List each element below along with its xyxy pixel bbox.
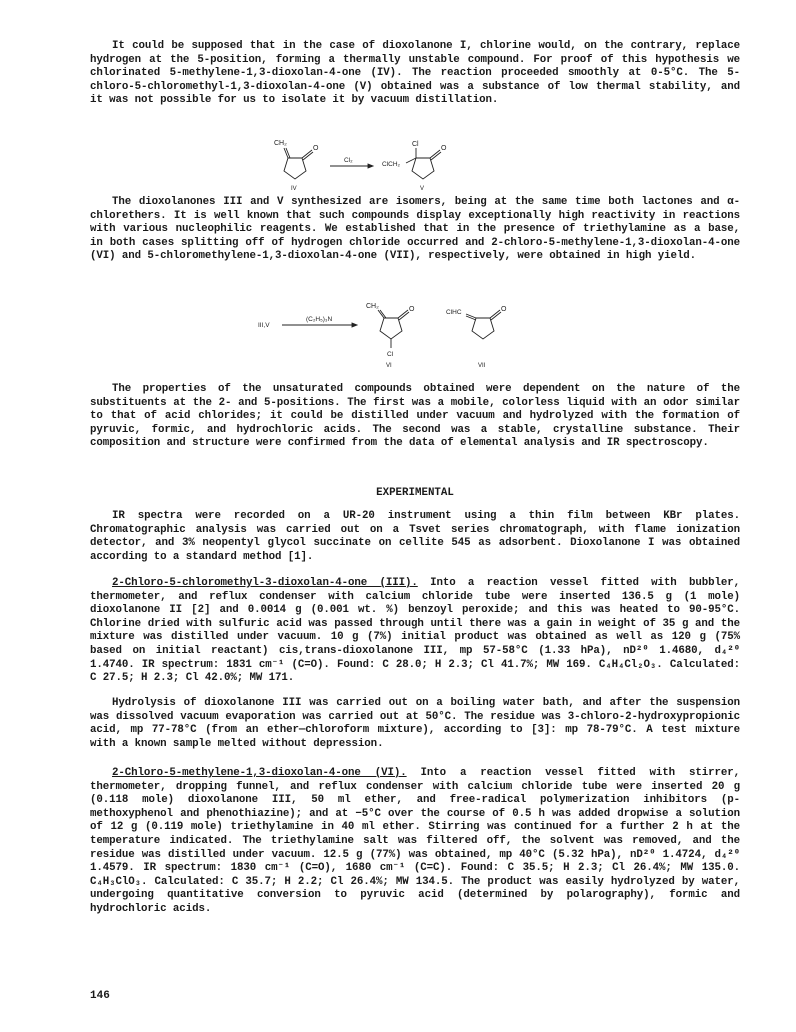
vi-label: VI bbox=[386, 363, 392, 369]
arrow bbox=[330, 164, 373, 168]
vi-chlorine: Cl bbox=[387, 351, 394, 358]
vii-substituent: ClHC bbox=[446, 309, 462, 316]
compound-iii-title: 2-Chloro-5-chloromethyl-3-dioxolan-4-one (III). bbox=[112, 577, 418, 589]
structure-vii bbox=[466, 310, 501, 339]
v-substituent: ClCH₂ bbox=[382, 161, 401, 168]
paragraph-compound-iii: 2-Chloro-5-chloromethyl-3-dioxolan-4-one (III). Into a reaction vessel fitted with bubbler, thermometer, and reflux condenser with calcium chloride tube were inserted 136.5 g (1 mole) dioxolanone II [2] and 0.0014 g (0.001 wt. %) benzoyl peroxide; and this was heated to 90-95°C. Chlorine dried with sulfuric acid was passed through until there was a gain in weight of 35 g and the mixture was distilled under vacuum. 10 g (7%) initial product was obtained as well as 120 g (75% based on initial reactant) cis,trans-dioxolanone III, mp 57-58°C (1.33 hPa), nD²⁰ 1.4680, d₄²⁰ 1.4740. IR spectrum: 1831 cm⁻¹ (C=O). Found: C 28.0; H 2.3; Cl 41.7%; MW 169. C₄H₄Cl₂O₃. Calculated: C 27.5; H 2.3; Cl 42.0%; MW 171. bbox=[90, 577, 741, 685]
reactants-label: III,V bbox=[258, 322, 270, 329]
paragraph-hydrolysis: Hydrolysis of dioxolanone III was carried out on a boiling water bath, and after the suspension was dissolved vacuum evaporation was carried out at 50°C. The residue was 3-chloro-2-hydroxypropionic acid, mp 77-78°C (from an ether—chloroform mixture), according to [3]: mp 78-79°C. A test mixture with a known sample melted without depression. bbox=[90, 697, 740, 750]
compound-vi-title: 2-Chloro-5-methylene-1,3-dioxolan-4-one (VI). bbox=[112, 767, 407, 779]
vii-label: VII bbox=[478, 363, 486, 369]
structure-vi bbox=[378, 310, 409, 348]
v-carbonyl-o: O bbox=[441, 145, 447, 152]
iv-carbonyl-o: O bbox=[313, 145, 319, 152]
reagent-cl2: Cl₂ bbox=[344, 157, 353, 164]
reaction-scheme-chlorination bbox=[268, 136, 508, 192]
structure-v bbox=[406, 148, 441, 179]
scheme-2-drawing bbox=[256, 300, 536, 370]
scheme-1-drawing bbox=[268, 136, 508, 192]
paragraph-compound-vi: 2-Chloro-5-methylene-1,3-dioxolan-4-one (VI). Into a reaction vessel fitted with stirrer, thermometer, dropping funnel, and reflux condenser with calcium chloride tube were inserted 20 g (0.118 mole) dioxolanone III, 50 ml ether, and free-radical polymerization inhibitors (p-methoxyphenol and phenothiazine); and at −5°C over the course of 0.5 h was added dropwise a solution of 12 g (0.119 mole) triethylamine in 40 ml ether. Stirring was continued for a further 2 h at the temperature indicated. The triethylamine salt was filtered off, the solvent was removed, and the residue was distilled under vacuum. 12.5 g (77%) was obtained, mp 40°C (5.32 hPa), nD²⁰ 1.4724, d₄²⁰ 1.4579. IR spectrum: 1830 cm⁻¹ (C=O), 1680 cm⁻¹ (C=C). Found: C 35.5; H 2.3; Cl 26.4%; MW 135.0. C₄H₃ClO₃. Calculated: C 35.7; H 2.2; Cl 26.4%; MW 134.5. The product was easily hydrolyzed by water, undergoing quantitative conversion to pyruvic acid (determined by polarography), formic and hydrochloric acids. bbox=[90, 767, 740, 915]
iv-label: IV bbox=[291, 186, 297, 192]
v-chlorine: Cl bbox=[412, 141, 419, 148]
paragraph-isomers: The dioxolanones III and V synthesized are isomers, being at the same time both lactones and α-chlorethers. It is well known that such compounds display exceptionally high reactivity in reactions with various nucleophilic reagents. We established that in the presence of triethylamine as a base, in both cases splitting off of hydrogen chloride occurred and 2-chloro-5-methylene-1,3-dioxolan-4-one (VI) and 5-chloromethylene-1,3-dioxolan-4-one (VII), respectively, were obtained in high yield. bbox=[90, 196, 740, 263]
v-label: V bbox=[420, 186, 425, 192]
iv-substituent: CH₂ bbox=[274, 140, 287, 147]
paragraph-intro: It could be supposed that in the case of dioxolanone I, chlorine would, on the contrary, replace hydrogen at the 5-position, forming a thermally unstable compound. For proof of this hypothesis we chlorinated 5-methylene-1,3-dioxolan-4-one (IV). The reaction proceeded smoothly at 0-5°C. The 5-chloro-5-chloromethyl-1,3-dioxolan-4-one (V) obtained was a substance of low thermal stability, and it was not possible for us to isolate it by vacuum distillation. bbox=[90, 40, 740, 107]
arrow bbox=[282, 323, 357, 327]
reagent-triethylamine: (C₂H₅)₃N bbox=[306, 316, 333, 323]
section-heading-experimental: EXPERIMENTAL bbox=[376, 487, 454, 499]
reaction-scheme-dehydrochlorination bbox=[256, 300, 536, 370]
page-number: 146 bbox=[90, 990, 110, 1002]
vi-carbonyl-o: O bbox=[409, 306, 415, 313]
paragraph-properties: The properties of the unsaturated compounds obtained were dependent on the nature of the substituents at the 2- and 5-positions. The first was a mobile, colorless liquid with an odor similar to that of acid chlorides; it could be distilled under vacuum and hydrolyzed with the formation of pyruvic, formic, and hydrochloric acids. The second was a stable, crystalline substance. Their composition and structure were confirmed from the data of elemental analysis and IR spectroscopy. bbox=[90, 383, 740, 450]
vi-substituent: CH₂ bbox=[366, 303, 379, 310]
paragraph-methods: IR spectra were recorded on a UR-20 instrument using a thin film between KBr plates. Chromatographic analysis was carried out on a Tsvet series chromatograph, with flame ionization detector, and 3% neopentyl glycol succinate on cellite 545 as adsorbent. Dioxolanone I was obtained according to a standard method [1]. bbox=[90, 510, 740, 563]
vii-carbonyl-o: O bbox=[501, 306, 507, 313]
structure-iv bbox=[284, 148, 313, 179]
